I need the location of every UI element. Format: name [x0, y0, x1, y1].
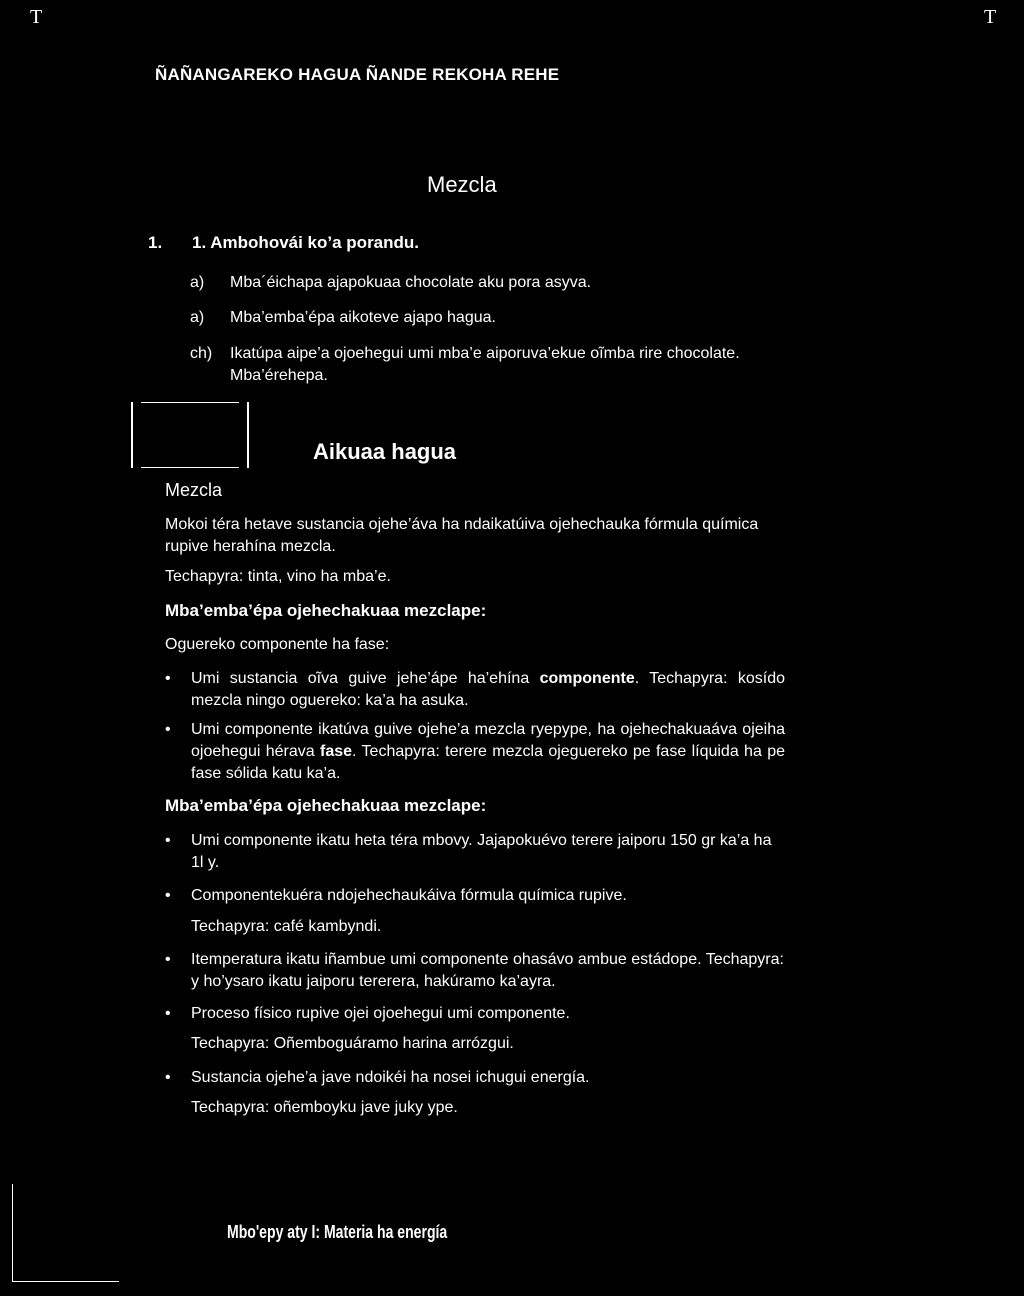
page-title: Mezcla	[427, 172, 497, 197]
subheading-2: Mba’emba’épa ojehechakuaa mezclape:	[165, 796, 487, 815]
question-heading	[148, 233, 419, 253]
example-line: Techapyra: oñemboyku jave juky ype.	[191, 1099, 458, 1116]
bullet-text: Sustancia ojehe’a jave ndoikéi ha nosei ichugui energía.	[191, 1069, 590, 1086]
page-footer: Mbo'epy aty I: Materia ha energía	[227, 1222, 448, 1242]
question-item-text: Mba’emba’épa aikoteve ajapo hagua.	[230, 309, 496, 326]
bullet-icon: •	[165, 951, 171, 968]
question-item-text: Mba´éichapa ajapokuaa chocolate aku pora asyva.	[230, 274, 592, 291]
section-title: Aikuaa hagua	[313, 439, 457, 464]
question-item-label: a)	[190, 309, 205, 326]
question-label: 1. Ambohovái ko’a porandu.	[192, 233, 420, 252]
bullet-icon: •	[165, 832, 171, 849]
icon-frame	[131, 402, 249, 468]
example-line: Techapyra: café kambyndi.	[191, 918, 382, 935]
footer-bracket	[12, 1184, 119, 1282]
bullet-bold-term: fase	[320, 743, 353, 760]
bullet-bold-term: componente	[539, 670, 635, 687]
bullet-icon: •	[165, 887, 171, 904]
bullet-text: Umi componente ikatúva guive ojehe’a mezcla ryepype, ha ojehechakuaáva ojeiha ojoehegui hérava	[191, 721, 785, 760]
concept-label: Mezcla	[165, 480, 223, 500]
bullet-icon: •	[165, 721, 171, 738]
question-item-label: a)	[190, 274, 205, 291]
bullet-text: Itemperatura ikatu iñambue umi componente ohasávo ambue estádope. Techapyra: y ho’ysaro ikatu jaiporu tererera, hakúramo ka’ayra.	[191, 951, 784, 990]
bullet-icon: •	[165, 1005, 171, 1022]
bullet-icon: •	[165, 1069, 171, 1086]
bullet-text-tail: . Techapyra: kosído mezcla ningo oguereko: ka’a ha asuka.	[191, 670, 786, 709]
running-header: ÑAÑANGAREKO HAGUA ÑANDE REKOHA REHE	[155, 65, 560, 84]
intro-paragraph: Oguereko componente ha fase:	[165, 636, 390, 653]
bullet-text: Umi componente ikatu heta téra mbovy. Jajapokuévo terere jaiporu 150 gr ka’a ha 1l y.	[191, 832, 772, 871]
bullet-text-tail: . Techapyra: terere mezcla ojeguereko pe fase líquida ha pe fase sólida katu ka’a.	[191, 743, 785, 782]
corner-mark-left: T	[30, 6, 43, 28]
bullet-icon: •	[165, 670, 171, 687]
question-number: 1.	[148, 233, 163, 252]
question-item-text: Ikatúpa aipe’a ojoehegui umi mba’e aiporuva’ekue oĩmba rire chocolate. Mba’érehepa.	[230, 345, 740, 384]
bullet-text: Proceso físico rupive ojei ojoehegui umi componente.	[191, 1005, 570, 1022]
question-item-label: ch)	[190, 345, 213, 362]
definition-paragraph: Mokoi téra hetave sustancia ojehe’áva ha ndaikatúiva ojehechauka fórmula química rupive herahína mezcla.	[165, 516, 759, 555]
example-paragraph: Techapyra: tinta, vino ha mba’e.	[165, 568, 391, 585]
example-line: Techapyra: Oñemboguáramo harina arrózgui.	[191, 1035, 514, 1052]
subheading-1: Mba’emba’épa ojehechakuaa mezclape:	[165, 601, 487, 620]
bullet-text: Umi sustancia oĩva guive jehe’ápe ha’ehína	[191, 670, 540, 687]
bullet-text: Componentekuéra ndojehechaukáiva fórmula química rupive.	[191, 887, 627, 904]
corner-mark-right: T	[984, 6, 997, 28]
